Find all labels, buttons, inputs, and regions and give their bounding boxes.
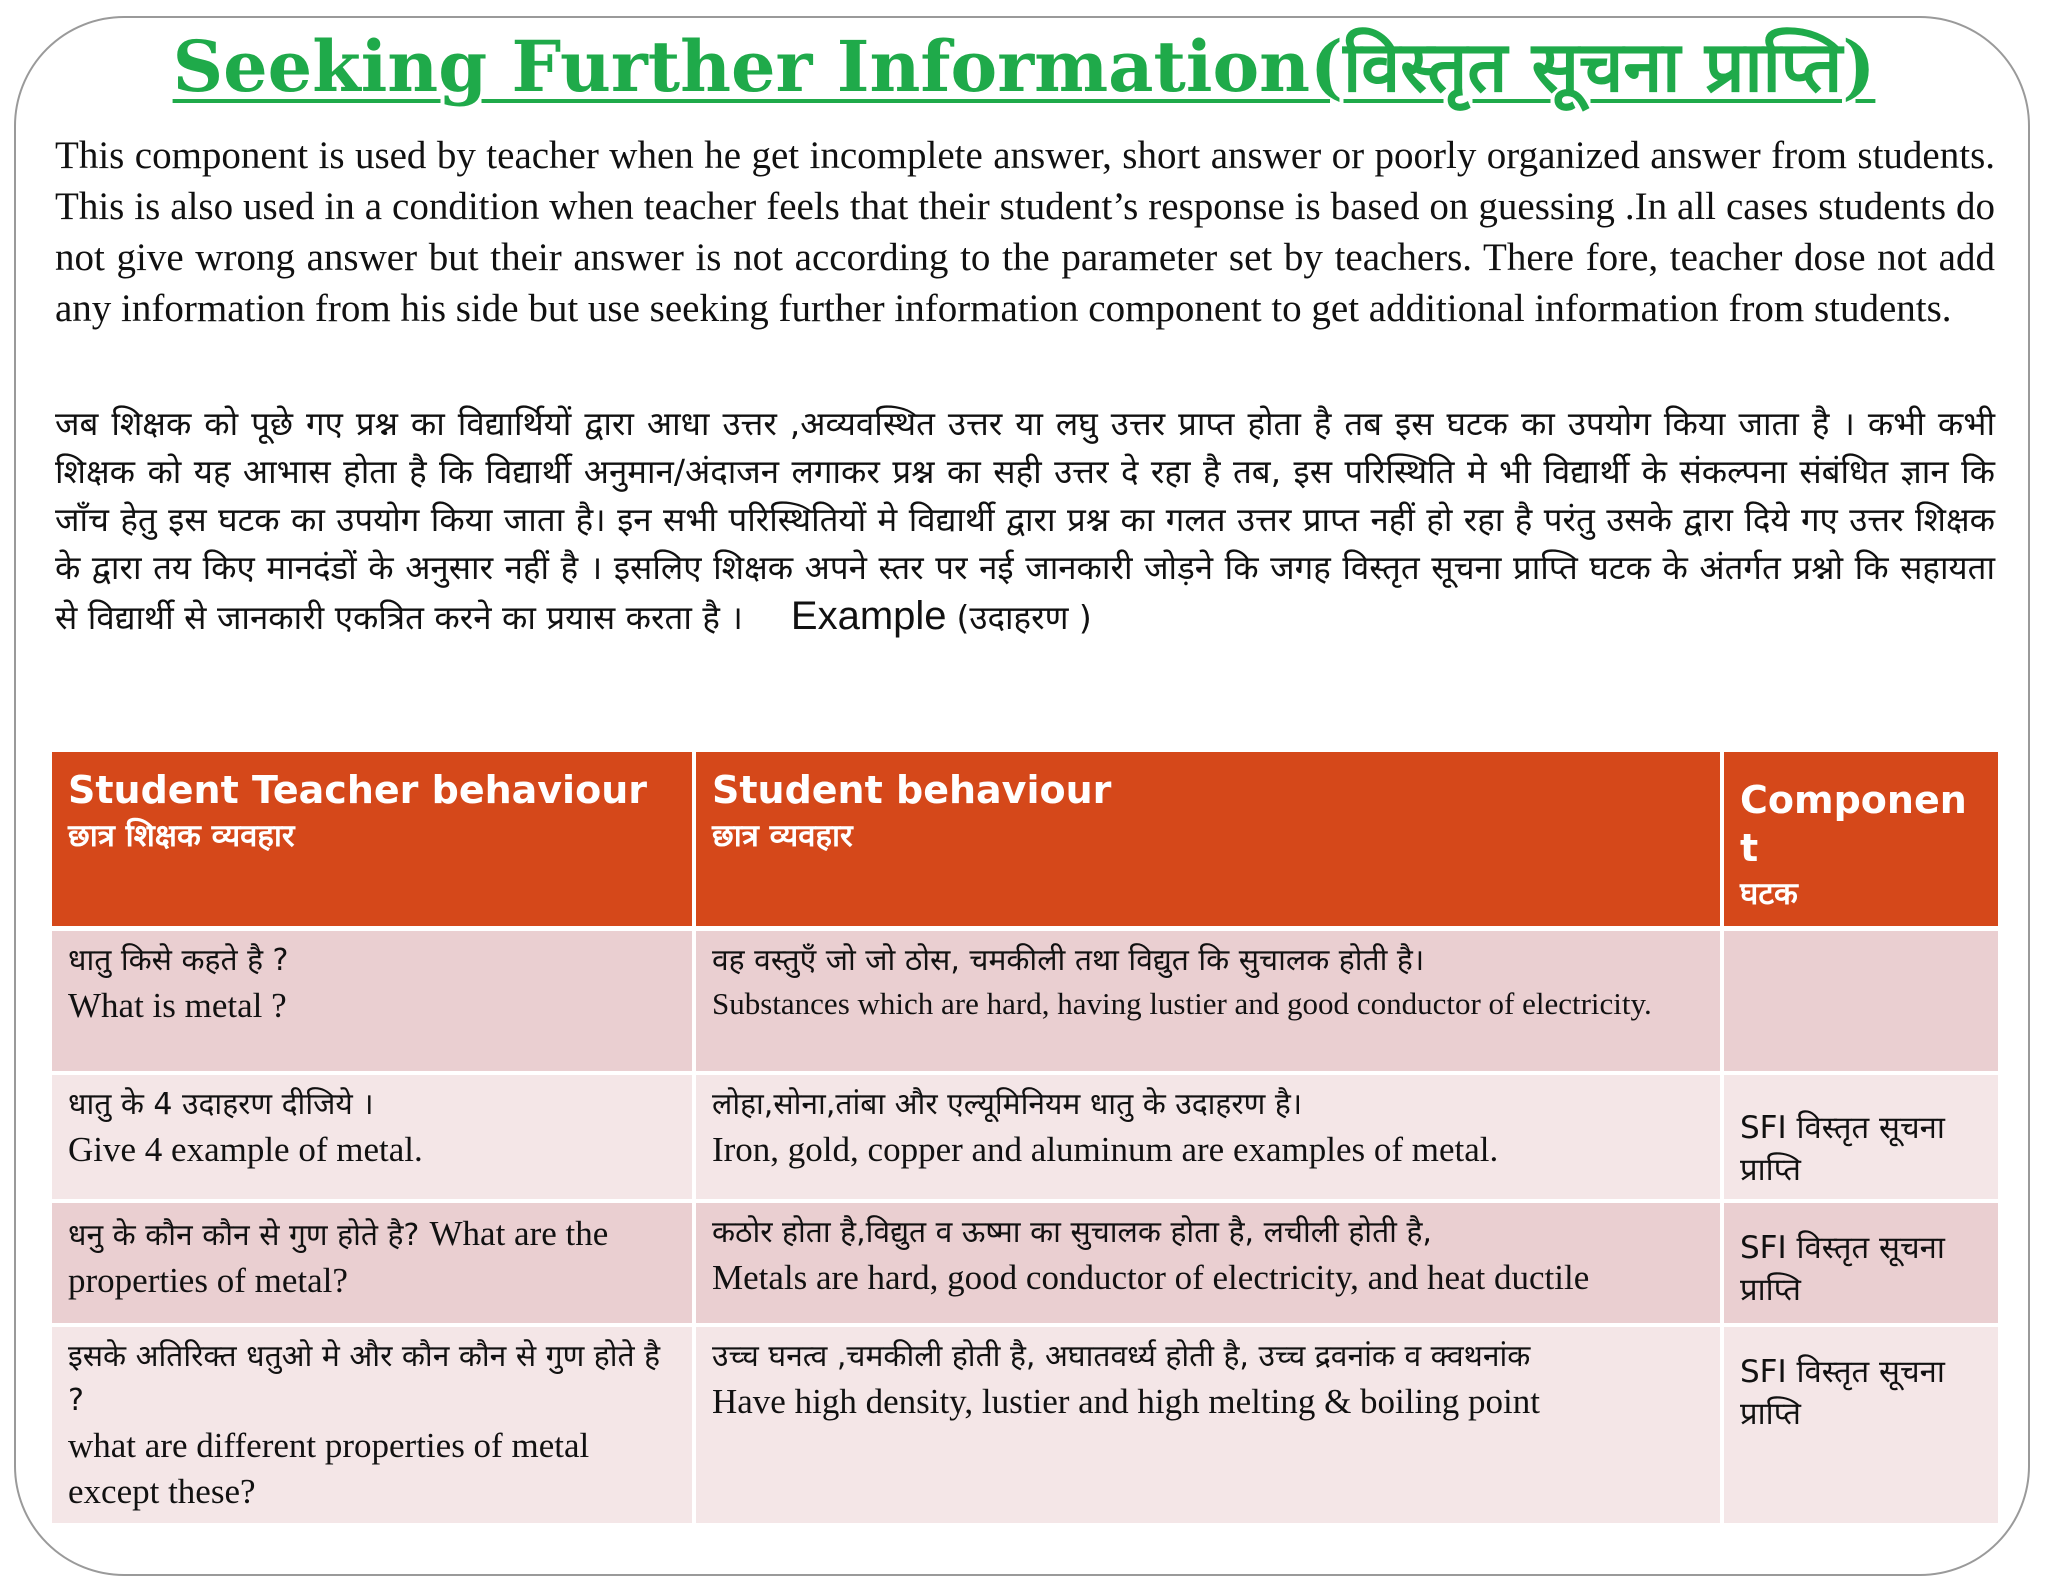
header-label-en: Componen t [1740, 778, 1967, 870]
teacher-question-hindi: धातु के 4 उदाहरण दीजिये । [68, 1086, 374, 1122]
teacher-question-hindi: धनु के कौन कौन से गुण होते है? [68, 1217, 420, 1253]
header-label-hi: घटक [1740, 876, 1798, 912]
header-component [1722, 752, 1998, 929]
table-row [52, 929, 1998, 1073]
example-label-hindi: (उदाहरण ) [956, 598, 1092, 637]
header-label-hi: छात्र व्यवहार [712, 818, 853, 854]
teacher-question-cell [52, 1201, 694, 1325]
student-answer-hindi: लोहा,सोना,तांबा और एल्यूमिनियम धातु के उदाहरण है। [712, 1086, 1303, 1122]
paragraph-english: This component is used by teacher when he get incomplete answer, short answer or poorly organized answer from students. This is also used in a condition when teacher feels that their student’s response is based on guessing .In all cases students do not give wrong answer but their answer is not according to the parameter set by teachers. There fore, teacher dose not add any information from his side but use seeking further information component to get additional information from students. [55, 134, 1995, 330]
header-student-behaviour [694, 752, 1722, 929]
student-answer-hindi: उच्च घनत्व ,चमकीली होती है, अघातवर्ध्य होती है, उच्च द्रवनांक व क्वथनांक [712, 1338, 1531, 1374]
student-answer-hindi: कठोर होता है,विद्युत व ऊष्मा का सुचालक होता है, लचीली होती है, [712, 1214, 1432, 1250]
table-header-row [52, 752, 1998, 929]
paragraph-hindi-text: जब शिक्षक को पूछे गए प्रश्न का विद्यार्थियों द्वारा आधा उत्तर ,अव्यवस्थित उत्तर या लघु उत्तर प्राप्त होता है तब इस घटक का उपयोग किया जाता है । कभी कभी शिक्षक को यह आभास होता है कि विद्यार्थी अनुमान/अंदाजन लगाकर प्रश्न का सही उत्तर दे रहा है तब, इस परिस्थिति मे भी विद्यार्थी के संकल्पना संबंधित ज्ञान कि जाँच हेतु इस घटक का उपयोग किया जाता है। इन सभी परिस्थितियों मे विद्यार्थी द्वारा प्रश्न का गलत उत्तर प्राप्त नहीं हो रहा है परंतु उसके द्वारा दिये गए उत्तर शिक्षक के द्वारा तय किए मानदंडों के अनुसार नहीं है । इसलिए शिक्षक अपने स्तर पर नई जानकारी जोड़ने कि जगह विस्तृत सूचना प्राप्ति घटक के अंतर्गत प्रश्नो कि सहायता से विद्यार्थी से जानकारी एकत्रित करने का प्रयास करता है । [55, 404, 1996, 637]
component-label: SFI विस्तृत सूचना प्राप्ति [1740, 1353, 1945, 1432]
behaviour-table [52, 752, 1998, 1527]
teacher-question-hindi: धातु किसे कहते है ? [68, 943, 289, 978]
teacher-question-english: Give 4 example of metal. [68, 1129, 423, 1169]
slide-title: Seeking Further Information(विस्तृत सूचना प्राप्ति) [172, 25, 1876, 108]
component-label [1740, 939, 1982, 963]
teacher-question-english: what are different properties of metal except these? [68, 1425, 590, 1511]
header-student-teacher-behaviour [52, 752, 694, 929]
teacher-question-english: What is metal ? [68, 986, 287, 1025]
component-cell [1722, 1073, 1998, 1201]
student-answer-english: Substances which are hard, having lustier and good conductor of electricity. [712, 986, 1652, 1021]
component-cell [1722, 1325, 1998, 1525]
component-label: SFI विस्तृत सूचना प्राप्ति [1740, 1229, 1945, 1308]
example-label: Example [790, 594, 947, 638]
teacher-question-cell [52, 1073, 694, 1201]
teacher-question-cell [52, 929, 694, 1073]
table-row [52, 1073, 1998, 1201]
table-row [52, 1201, 1998, 1325]
student-answer-cell [694, 1201, 1722, 1325]
table-row [52, 1325, 1998, 1525]
component-cell [1722, 1201, 1998, 1325]
component-label: SFI विस्तृत सूचना प्राप्ति [1740, 1109, 1945, 1188]
teacher-question-hindi: इसके अतिरिक्त धतुओ मे और कौन कौन से गुण होते है ? [68, 1338, 661, 1418]
paragraph-hindi [55, 400, 1995, 642]
header-label-hi: छात्र शिक्षक व्यवहार [68, 818, 295, 854]
student-answer-english: Iron, gold, copper and aluminum are examples of metal. [712, 1129, 1499, 1169]
student-answer-english: Metals are hard, good conductor of electricity, and heat ductile [712, 1257, 1590, 1297]
component-cell [1722, 929, 1998, 1073]
student-answer-hindi: वह वस्तुएँ जो जो ठोस, चमकीली तथा विद्युत कि सुचालक होती है। [712, 943, 1425, 978]
student-answer-cell [694, 1325, 1722, 1525]
student-answer-english: Have high density, lustier and high melting & boiling point [712, 1381, 1540, 1421]
student-answer-cell [694, 1073, 1722, 1201]
student-answer-cell [694, 929, 1722, 1073]
teacher-question-english: What are the properties of metal? [68, 1213, 609, 1300]
teacher-question-cell [52, 1325, 694, 1525]
header-label-en: Student behaviour [712, 768, 1112, 812]
header-label-en: Student Teacher behaviour [68, 768, 647, 812]
